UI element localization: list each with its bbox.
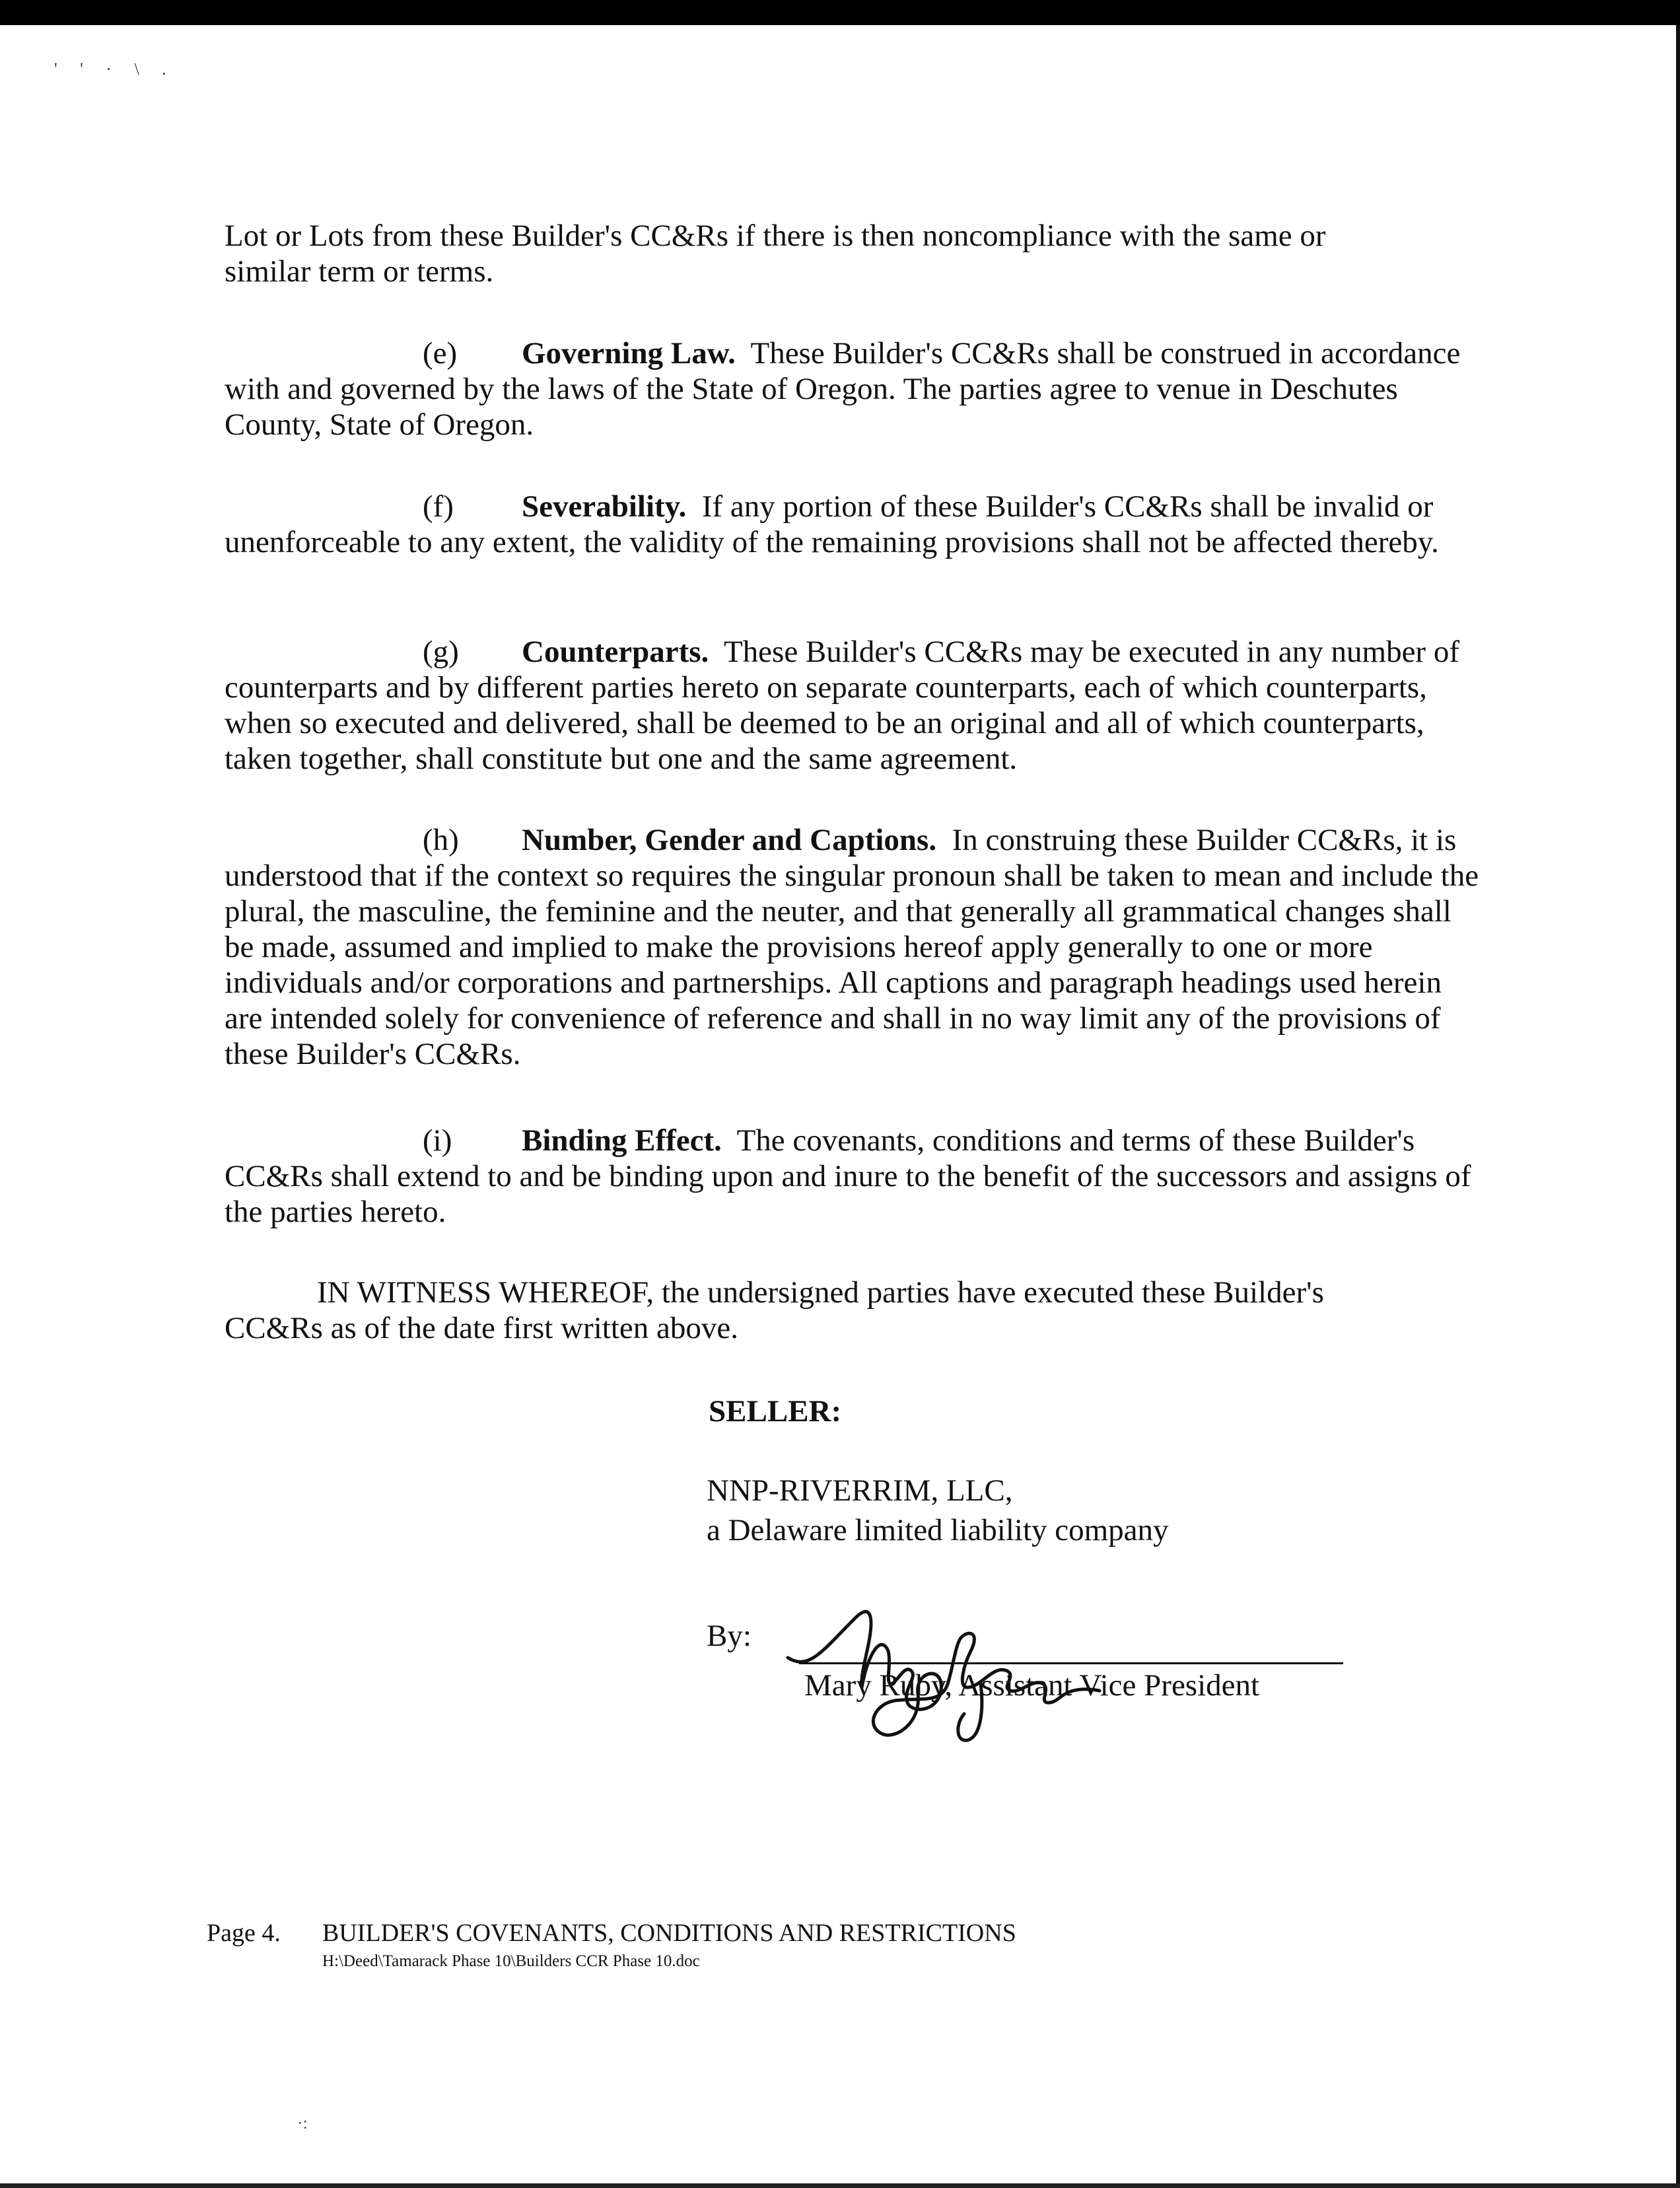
paragraph-intro	[225, 218, 1413, 289]
item-label: (i)	[423, 1123, 452, 1158]
item-text: These Builder's CC&Rs may be executed in any number of counterparts and by different parties hereto on separate counterparts, each of which counterparts, when so executed and delivered, shall be deemed to be an original and all of which counterparts, taken together, shall constitute but one and the same agreement.	[225, 635, 1459, 776]
item-heading: Severability.	[522, 489, 687, 524]
by-label: By:	[707, 1619, 752, 1653]
intro-text: Lot or Lots from these Builder's CC&Rs if there is then noncompliance with the same or similar term or terms.	[225, 219, 1326, 289]
scan-speck: ·:	[297, 2113, 308, 2133]
page-footer	[207, 1919, 1016, 1948]
company-description: a Delaware limited liability company	[707, 1513, 1169, 1547]
signer-name-title: Mary Ruby, Assistant Vice President	[804, 1668, 1260, 1703]
signature-row	[707, 1605, 1301, 1744]
paragraph-number-gender-captions	[225, 822, 1479, 1072]
handwritten-signature	[783, 1572, 1152, 1744]
item-heading: Binding Effect.	[522, 1123, 722, 1158]
scan-right-border	[1676, 25, 1680, 2188]
footer-page-number: Page 4.	[207, 1919, 281, 1947]
scan-top-border	[0, 0, 1680, 25]
item-heading: Counterparts.	[522, 635, 709, 669]
seller-label: SELLER:	[709, 1394, 842, 1429]
item-text: If any portion of these Builder's CC&Rs shall be invalid or unenforceable to any extent, the validity of the remaining provisions shall not be affected thereby.	[225, 489, 1439, 559]
footer-title: BUILDER'S COVENANTS, CONDITIONS AND RESTRICTIONS	[322, 1919, 1016, 1947]
item-text: In construing these Builder CC&Rs, it is understood that if the context so requires the singular pronoun shall be taken to mean and include the plural, the masculine, the feminine and the neuter, and that generally all grammatical changes shall be made, assumed and implied to make the provisions hereof apply generally to one or more individuals and/or corporations and partnerships. All captions and paragraph headings used herein are intended solely for convenience of reference and shall in no way limit any of the provisions of these Builder's CC&Rs.	[225, 823, 1479, 1071]
paragraph-governing-law	[225, 335, 1479, 442]
item-label: (h)	[423, 823, 459, 857]
paragraph-binding-effect	[225, 1123, 1479, 1230]
witness-text: IN WITNESS WHEREOF, the undersigned parties have executed these Builder's CC&Rs as of the date first written above.	[225, 1275, 1324, 1345]
item-text: The covenants, conditions and terms of these Builder's CC&Rs shall extend to and be binding upon and inure to the benefit of the successors and assigns of the parties hereto.	[225, 1123, 1471, 1229]
scan-bottom-border	[0, 2183, 1680, 2188]
scan-specks: ' ' · \ .	[54, 59, 176, 79]
item-heading: Governing Law.	[522, 336, 736, 371]
item-label: (f)	[423, 489, 454, 524]
item-text: These Builder's CC&Rs shall be construed in accordance with and governed by the laws of the State of Oregon. The parties agree to venue in Deschutes County, State of Oregon.	[225, 336, 1461, 442]
footer-file-path: H:\Deed\Tamarack Phase 10\Builders CCR Phase 10.doc	[322, 1952, 700, 1970]
item-heading: Number, Gender and Captions.	[522, 823, 937, 857]
paragraph-counterparts	[225, 634, 1479, 777]
paragraph-severability	[225, 489, 1479, 560]
paragraph-witness	[225, 1275, 1426, 1346]
item-label: (g)	[423, 635, 459, 669]
item-label: (e)	[423, 336, 458, 371]
company-name: NNP-RIVERRIM, LLC,	[707, 1473, 1013, 1508]
